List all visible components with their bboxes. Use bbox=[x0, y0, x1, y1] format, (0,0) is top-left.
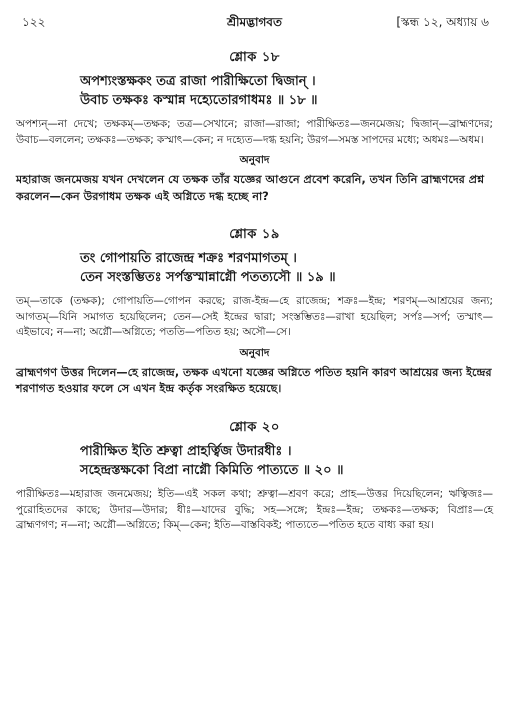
verse-text bbox=[14, 72, 495, 110]
word-synonyms: পারীক্ষিতঃ—মহারাজ জনমেজয়; ইতি—এই সকল কথা; শ্রুত্বা—শ্রবণ করে; প্রাহ—উত্তর দিয়েছিলেন; ঋত্বিজঃ—পুরোহিতদের কাছে; উদার—উদার; ধীঃ—যাদের বুদ্ধি; সহ—সঙ্গে; ইন্দ্রঃ—ইন্দ্র; তক্ষকঃ—তক্ষক; বিপ্রাঃ—হে ব্রাহ্মণগণ; ন—না; অগ্নৌ—অগ্নিতে; কিম্—কেন; ইতি—বাস্তবিকই; পাত্যতে—পতিত হতে বাধ্য করা হয়। bbox=[16, 487, 493, 532]
chapter-reference: [স্কন্ধ ১২, অধ্যায় ৬ bbox=[396, 15, 489, 29]
sloka-section-20 bbox=[14, 418, 495, 534]
sloka-title: শ্লোক ১৮ bbox=[229, 50, 280, 65]
translation-text: ব্রাহ্মণগণ উত্তর দিলেন—হে রাজেন্দ্র, তক্ষক এখনো যজ্ঞের অগ্নিতে পতিত হয়নি কারণ আশ্রয়ের জন্য ইন্দ্রের শরণাগত হওয়ার ফলে সে এখন ইন্দ্র কর্তৃক সংরক্ষিত হয়েছে। bbox=[16, 365, 492, 396]
sloka-title: শ্লোক ১৯ bbox=[229, 227, 280, 243]
verse-line: তেন সংস্তম্ভিতঃ সর্পস্তস্মান্নাগ্নৌ পতত্যসৌ ॥ ১৯ ॥ bbox=[80, 270, 336, 286]
verse-line: অপশ্যংস্তক্ষকং তত্র রাজা পারীক্ষিতো দ্বিজান্ । bbox=[80, 74, 316, 89]
word-synonyms: অপশ্যন্—না দেখে; তক্ষকম্—তক্ষক; তত্র—সেখানে; রাজা—রাজা; পারীক্ষিতঃ—জনমেজয়; দ্বিজান্—ব্রাহ্মণদের; উবাচ—বললেন; তক্ষকঃ—তক্ষক; কস্মাৎ—কেন; ন দহ্যেত—দগ্ধ হয়নি; উরগ—সমস্ত সাপদের মধ্যে; অধমঃ—অধম। bbox=[16, 118, 493, 146]
word-synonyms: তম্—তাকে (তক্ষক); গোপায়তি—গোপন করছে; রাজ-ইন্দ্র—হে রাজেন্দ্র; শক্রঃ—ইন্দ্র; শরণম্—আশ্রয়ের জন্য; আগতম্—যিনি সমাগত হয়েছিলেন; তেন—সেই ইন্দ্রের দ্বারা; সংস্তম্ভিতঃ—রাখা হয়েছিল; সর্পঃ—সর্প; তস্মাৎ—এইভাবে; ন—না; অগ্নৌ—অগ্নিতে; পততি—পতিত হয়; অসৌ—সে। bbox=[16, 295, 493, 339]
translation-heading: অনুবাদ bbox=[239, 346, 270, 359]
verse-line: পারীক্ষিত ইতি শ্রুত্বা প্রাহর্ত্বিজ উদারধীঃ । bbox=[80, 443, 292, 459]
verse-text bbox=[14, 442, 495, 480]
page-number: ১২২ bbox=[22, 15, 46, 29]
book-title: শ্রীমদ্ভাগবত bbox=[226, 15, 282, 29]
verse-line: সহেন্দ্রস্তক্ষকো বিপ্রা নাগ্নৌ কিমিতি পাত্যতে ॥ ২০ ॥ bbox=[80, 462, 344, 478]
sloka-section-19 bbox=[14, 225, 495, 398]
translation-text: মহারাজ জনমেজয় যখন দেখলেন যে তক্ষক তাঁর যজ্ঞের আগুনে প্রবেশ করেনি, তখন তিনি ব্রাহ্মণদের প্রশ্ন করলেন—কেন উরগাধম তক্ষক এই অগ্নিতে দগ্ধ হচ্ছে না? bbox=[16, 173, 485, 203]
sloka-title: শ্লোক ২০ bbox=[229, 419, 280, 435]
verse-line: তং গোপায়তি রাজেন্দ্র শক্রঃ শরণমাগতম্ । bbox=[80, 251, 297, 267]
translation-heading: অনুবাদ bbox=[239, 154, 270, 167]
sloka-section-18 bbox=[14, 48, 495, 205]
verse-text bbox=[14, 249, 495, 287]
verse-line: উবাচ তক্ষকঃ কস্মান্ন দহ্যেতোরগাধমঃ ॥ ১৮ ॥ bbox=[80, 93, 318, 108]
page-header bbox=[14, 14, 495, 42]
